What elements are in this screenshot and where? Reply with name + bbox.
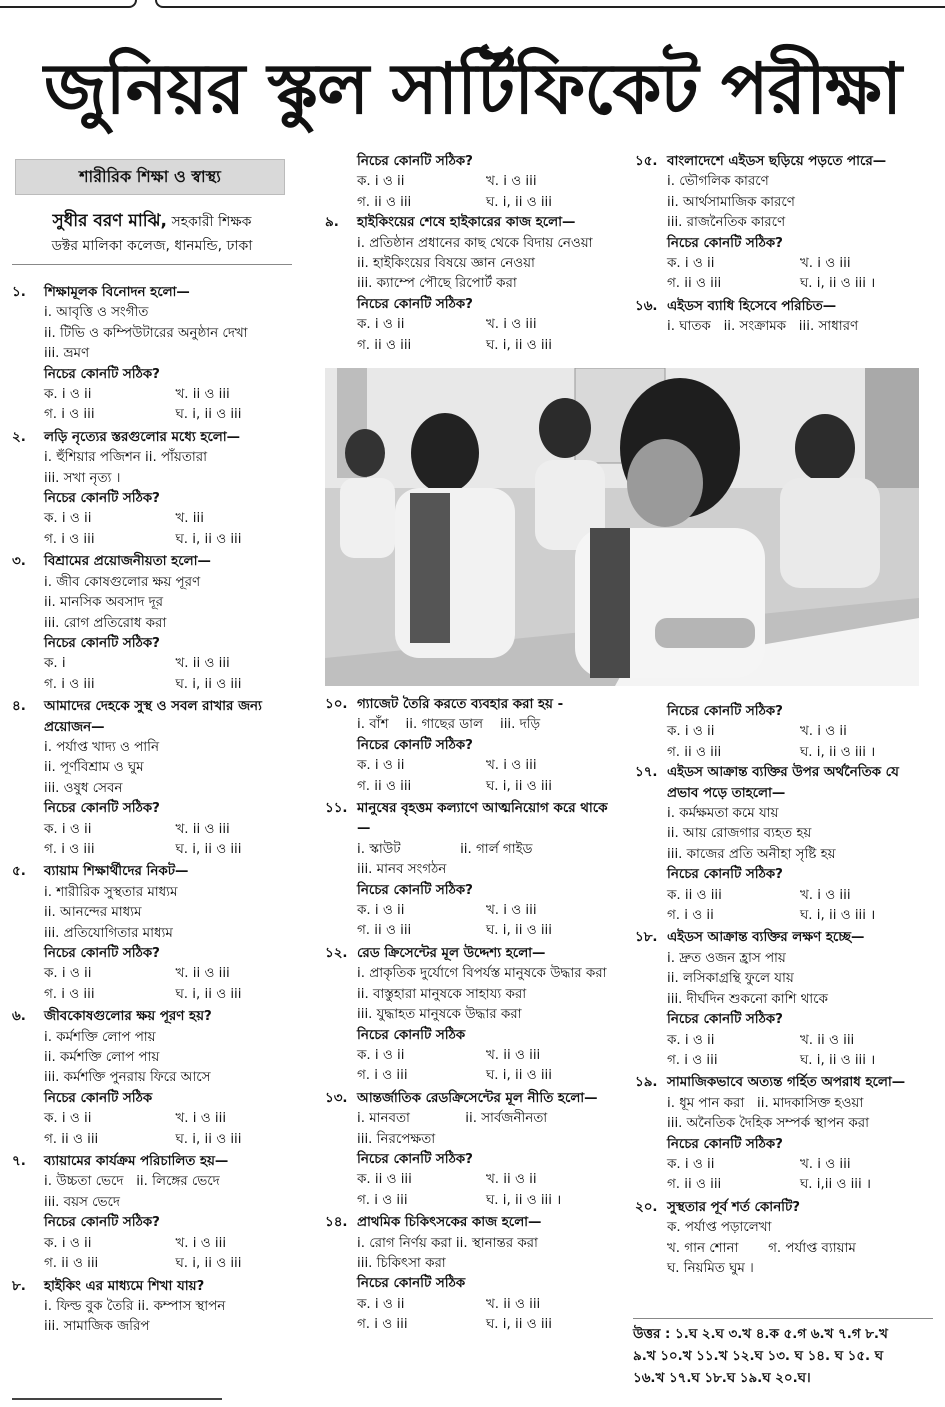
- answer-option: খ. ii ও ii: [486, 1172, 537, 1188]
- statement-item: ii. কর্মশক্তি লোপ পায়: [44, 1050, 160, 1066]
- question-prompt: নিচের কোনটি সঠিক: [357, 1276, 466, 1292]
- answer-option: গ. ii ও iii: [357, 337, 412, 353]
- answer-key-divider: [633, 1318, 933, 1319]
- question-item: [12, 283, 307, 426]
- question-prompt: নিচের কোনটি সঠিক?: [667, 867, 783, 883]
- answer-options: [44, 509, 307, 550]
- question-item: [12, 1152, 307, 1274]
- answer-option: ক. i ও ii: [667, 724, 715, 740]
- question-text: বিশ্রামের প্রয়োজনীয়তা হলো—: [44, 554, 211, 570]
- question-text: শিক্ষামূলক বিনোদন হলো—: [44, 285, 190, 300]
- statement-item: iii. অনৈতিক দৈহিক সম্পর্ক স্থাপন করা: [667, 1116, 870, 1132]
- question-number: ১.: [12, 285, 26, 300]
- answer-option: খ. i ও iii: [175, 1111, 227, 1127]
- question-text: রেড ক্রিসেন্টের মূল উদ্দেশ্য হলো—: [357, 945, 546, 961]
- question-stem: [635, 152, 933, 172]
- question-number: ৪.: [12, 699, 26, 715]
- students-exam-photo: [325, 368, 919, 686]
- statement-item: iii. রোগ প্রতিরোধ করা: [44, 615, 167, 631]
- question-item: [12, 428, 307, 550]
- question-prompt: নিচের কোনটি সঠিক: [357, 1027, 466, 1043]
- question-item: [325, 1213, 615, 1335]
- answer-option: ঘ. i, ii ও iii: [486, 1317, 552, 1333]
- question-prompt: নিচের কোনটি সঠিক?: [357, 882, 473, 898]
- question-list: [635, 152, 933, 338]
- answer-option: গ. i ও iii: [44, 841, 95, 857]
- author-divider: [12, 264, 292, 265]
- question-stem: [635, 928, 933, 948]
- question-item: [325, 944, 615, 1087]
- statement-item: ঘ. নিয়মিত ঘুম ।: [667, 1260, 754, 1276]
- statement-item: iii. ভ্রমণ: [44, 346, 90, 362]
- answer-options: [357, 1295, 615, 1336]
- question-number: ১৯.: [635, 1075, 658, 1091]
- question-text: এইডস ব্যাধি হিসেবে পরিচিত—: [667, 298, 837, 314]
- question-item: [12, 1277, 307, 1338]
- answer-options: [44, 385, 307, 426]
- question-item: [325, 695, 615, 797]
- question-list: [325, 213, 615, 356]
- statement-item: ii. আর্থসামাজিক কারণে: [667, 194, 795, 210]
- answer-option: গ. ii ও iii: [44, 1256, 99, 1272]
- statement-item: iii. ক্যাম্পে পৌছে রিপোর্ট করা: [357, 276, 517, 292]
- top-frame-right: [155, 0, 945, 8]
- question-text: প্রাথমিক চিকিৎসকের কাজ হলো—: [357, 1215, 542, 1231]
- statement-item: iii. কাজের প্রতি অনীহা সৃষ্টি হয়: [667, 846, 836, 862]
- answer-key-line: উত্তর : ১.ঘ ২.ঘ ৩.খ ৪.ক ৫.গ ৬.খ ৭.গ ৮.খ: [633, 1327, 888, 1342]
- question-number: ১২.: [325, 945, 348, 961]
- answer-option: ক. i ও ii: [357, 317, 405, 333]
- statement-item: i. ভৌগলিক কারণে: [667, 174, 769, 190]
- statement-item: ii. মানসিক অবসাদ দূর: [44, 595, 164, 611]
- question-prompt: নিচের কোনটি সঠিক?: [44, 366, 160, 382]
- answer-option: খ. ii ও iii: [486, 1296, 541, 1312]
- answer-options: [44, 964, 307, 1005]
- statement-item: iii. কর্মশক্তি পুনরায় ফিরে আসে: [44, 1070, 211, 1086]
- statement-item: iii. ওষুধ সেবন: [44, 780, 123, 796]
- column-3-bottom: [635, 702, 933, 1281]
- answer-option: ক. i ও ii: [667, 256, 715, 272]
- question-number: ১৪.: [325, 1215, 348, 1231]
- statement-item: ii. পূর্ণবিশ্রাম ও ঘুম: [44, 760, 144, 776]
- answer-option: ঘ. i, ii ও iii: [175, 676, 242, 692]
- answer-option: গ. ii ও iii: [357, 194, 412, 210]
- answer-option: খ. ii ও iii: [175, 387, 230, 403]
- answer-option: গ. i ও iii: [44, 407, 95, 423]
- answer-option: ক. i ও ii: [667, 1032, 715, 1048]
- question-text: হাইকিং এর মাধ্যমে শিখা যায়?: [44, 1278, 205, 1294]
- question-stem: [325, 213, 615, 233]
- answer-options: [357, 315, 615, 356]
- question-stem: [12, 552, 307, 572]
- answer-option: ঘ. i, ii ও iii: [486, 1068, 552, 1084]
- answer-option: খ. i ও iii: [486, 758, 537, 774]
- question-prompt: নিচের কোনটি সঠিক?: [44, 635, 160, 651]
- answer-option: গ. i ও iii: [44, 676, 95, 692]
- question-prompt: নিচের কোনটি সঠিক?: [667, 704, 783, 719]
- statement-item: i. ধূম পান করা ii. মাদকাসিক্ত হওয়া: [667, 1095, 864, 1111]
- statement-item: i. কর্মক্ষমতা কমে যায়: [667, 806, 779, 822]
- question-number: ৩.: [12, 554, 26, 570]
- answer-option: ক. i ও ii: [44, 387, 92, 403]
- answer-options: [667, 886, 933, 927]
- answer-option: খ. i ও ii: [800, 724, 847, 740]
- statement-item: ii. লসিকাগ্রন্থি ফুলে যায়: [667, 971, 794, 987]
- question-text: সুস্থতার পূর্ব শর্ত কোনটি?: [667, 1199, 801, 1215]
- author-block: [12, 209, 292, 258]
- question-item: [12, 862, 307, 1005]
- answer-option: ক. i ও ii: [357, 1047, 405, 1063]
- answer-option: গ. i ও iii: [357, 1192, 408, 1208]
- column-2-bottom: [325, 695, 615, 1338]
- question-text: এইডস আক্রান্ত ব্যক্তির লক্ষণ হচ্ছে—: [667, 930, 865, 946]
- answer-option: ক. i ও ii: [44, 966, 92, 982]
- question-number: ২.: [12, 429, 26, 445]
- question-number: ১৩.: [325, 1090, 348, 1106]
- question-stem: [325, 695, 615, 715]
- question-stem: [635, 1198, 933, 1218]
- question-item: [12, 1007, 307, 1150]
- page-headline: জুনিয়র স্কুল সার্টিফিকেট পরীক্ষা: [43, 48, 902, 130]
- question-stem: [325, 1213, 615, 1233]
- author-role: সহকারী শিক্ষক: [171, 214, 252, 230]
- answer-option: খ. i ও iii: [800, 256, 851, 272]
- statement-item: iii. নিরপেক্ষতা: [357, 1131, 436, 1147]
- answer-option: ক. i ও ii: [357, 758, 405, 774]
- answer-option: ক. i ও ii: [667, 1156, 715, 1172]
- top-frame-line: [0, 0, 945, 10]
- question-item: [325, 1089, 615, 1211]
- question-text: বাংলাদেশে এইডস ছড়িয়ে পড়তে পারে—: [667, 154, 887, 169]
- answer-option: ঘ. i, ii ও iii: [175, 1131, 242, 1147]
- answer-option: খ. i ও iii: [800, 1156, 851, 1172]
- statement-item: খ. গান শোনা গ. পর্যাপ্ত ব্যায়াম: [667, 1240, 856, 1256]
- statement-item: i. স্কাউট ii. গার্ল গাইড: [357, 841, 533, 857]
- answer-option: খ. ii ও iii: [175, 821, 230, 837]
- answer-option: ক. ii ও iii: [667, 887, 722, 903]
- column-3-top: [635, 152, 933, 340]
- answer-option: খ. iii: [175, 511, 204, 527]
- subject-label: শারীরিক শিক্ষা ও স্বাস্থ্য: [15, 159, 285, 195]
- statement-item: iii. প্রতিযোগিতার মাধ্যম: [44, 925, 173, 941]
- question-item: [635, 763, 933, 926]
- answer-options: [44, 1234, 307, 1275]
- statement-item: i. প্রাকৃতিক দুর্যোগে বিপর্যস্ত মানুষকে উদ্ধার করা: [357, 966, 607, 982]
- answer-option: গ. ii ও iii: [44, 1131, 99, 1147]
- answer-option: ক. i ও ii: [44, 511, 92, 527]
- answer-option: খ. i ও iii: [800, 887, 851, 903]
- answer-key-line: ৯.খ ১০.খ ১১.খ ১২.ঘ ১৩. ঘ ১৪. ঘ ১৫. ঘ: [633, 1349, 884, 1364]
- statement-item: iii. সামাজিক জরিপ: [44, 1319, 150, 1335]
- answer-options: [357, 1170, 615, 1211]
- statement-item: i. শারীরিক সুস্থতার মাধ্যম: [44, 884, 178, 900]
- answer-option: গ. i ও iii: [44, 986, 95, 1002]
- answer-options: [357, 172, 615, 213]
- question-stem: [12, 283, 307, 303]
- answer-option: ক. i ও ii: [44, 821, 92, 837]
- question-number: ১৬.: [635, 298, 658, 314]
- answer-options: [667, 254, 933, 295]
- question-number: ১৭.: [635, 765, 658, 781]
- answer-option: ক. i ও ii: [44, 1235, 92, 1251]
- answer-option: ঘ. i, ii ও iii: [175, 986, 242, 1002]
- answer-option: ক. i ও ii: [357, 174, 405, 190]
- statement-item: iii. দীর্ঘদিন শুকনো কাশি থাকে: [667, 991, 828, 1007]
- answer-options: [667, 722, 933, 763]
- question-item: [635, 928, 933, 1071]
- answer-option: ঘ. i, ii ও iii ।: [800, 276, 876, 292]
- answer-options: [357, 756, 615, 797]
- statement-item: i. রোগ নির্ণয় করা ii. স্থানান্তর করা: [357, 1235, 538, 1251]
- question-item: [635, 152, 933, 295]
- question-text: মানুষের বৃহত্তম কল্যাণে আত্মনিয়োগ করে থাকে—: [357, 801, 608, 837]
- answer-option: ঘ. i, ii ও iii ।: [800, 908, 876, 924]
- answer-options: [44, 654, 307, 695]
- question-number: ১৫.: [635, 154, 658, 169]
- answer-option: ঘ. i, ii ও iii: [486, 194, 552, 210]
- statement-item: iii. চিকিৎসা করা: [357, 1255, 446, 1271]
- answer-option: খ. ii ও iii: [175, 656, 230, 672]
- question-prompt: নিচের কোনটি সঠিক?: [667, 1012, 783, 1028]
- answer-key-line: ১৬.খ ১৭.ঘ ১৮.ঘ ১৯.ঘ ২০.ঘ।: [633, 1371, 811, 1386]
- question-stem: [12, 428, 307, 448]
- question-number: ৭.: [12, 1154, 26, 1170]
- statement-item: i. পর্যাপ্ত খাদ্য ও পানি: [44, 739, 159, 755]
- question-number: ৬.: [12, 1009, 26, 1025]
- answer-option: ঘ. i, ii ও iii: [486, 337, 552, 353]
- question-prompt: নিচের কোনটি সঠিক: [44, 1090, 153, 1106]
- question-item: [325, 799, 615, 942]
- column-2-top: [325, 152, 615, 358]
- question-stem: [12, 1152, 307, 1172]
- question-prompt: নিচের কোনটি সঠিক?: [357, 296, 473, 312]
- answer-option: গ. ii ও iii: [667, 276, 722, 292]
- question-item: [12, 552, 307, 695]
- question-text: এইডস আক্রান্ত ব্যক্তির উপর অর্থনৈতিক যে প্রভাব পড়ে তাহলো—: [667, 765, 899, 801]
- top-frame-left: [0, 0, 137, 8]
- answer-options: [357, 901, 615, 942]
- statement-item: iii. সখা নৃত্য ।: [44, 470, 121, 486]
- question-text: আমাদের দেহকে সুস্থ ও সবল রাখার জন্য প্রয়োজন—: [44, 699, 262, 735]
- question-prompt: নিচের কোনটি সঠিক?: [667, 1136, 783, 1152]
- question-item: [325, 213, 615, 356]
- question-list: [12, 283, 307, 1338]
- question-number: ১১.: [325, 801, 348, 817]
- question-item: [635, 1198, 933, 1280]
- statement-item: i. প্রতিষ্ঠান প্রধানের কাছ থেকে বিদায় নেওয়া: [357, 235, 593, 251]
- statement-item: ক. পর্যাপ্ত পড়ালেখা: [667, 1220, 772, 1236]
- footer-rule: [12, 1398, 222, 1400]
- answer-option: গ. ii ও iii: [357, 778, 412, 794]
- question-item: [12, 697, 307, 860]
- statement-item: i. ঘাতক ii. সংক্রামক iii. সাধারণ: [667, 319, 859, 335]
- answer-option: খ. i ও iii: [486, 174, 537, 190]
- question-prompt: নিচের কোনটি সঠিক?: [667, 235, 783, 251]
- question-text: ব্যায়াম শিক্ষার্থীদের নিকট—: [44, 864, 189, 880]
- question-prompt: নিচের কোনটি সঠিক?: [44, 491, 160, 507]
- question-stem: [12, 697, 307, 738]
- answer-option: ক. i ও ii: [357, 903, 405, 919]
- author-name: সুধীর বরণ মাঝি,: [52, 211, 167, 231]
- answer-option: গ. ii ও iii: [357, 923, 412, 939]
- answer-options: [44, 1109, 307, 1150]
- column-1: [12, 155, 307, 1340]
- answer-option: ঘ. i, ii ও iii: [486, 923, 552, 939]
- question-stem: [325, 1089, 615, 1109]
- statement-item: i. জীব কোষগুলোর ক্ষয় পূরণ: [44, 574, 201, 590]
- answer-option: ঘ. i, ii ও iii ।: [800, 744, 876, 760]
- statement-item: i. ফিল্ড বুক তৈরি ii. কম্পাস স্থাপন: [44, 1298, 226, 1314]
- statement-item: iii. বয়স ভেদে: [44, 1194, 120, 1210]
- question-prompt: নিচের কোনটি সঠিক?: [44, 801, 160, 817]
- answer-option: ঘ. i, ii ও iii: [175, 841, 242, 857]
- question-stem: [325, 799, 615, 840]
- statement-item: iii. যুদ্ধাহত মানুষকে উদ্ধার করা: [357, 1007, 522, 1023]
- statement-item: i. উচ্চতা ভেদে ii. লিঙ্গের ভেদে: [44, 1174, 220, 1190]
- question-number: ২০.: [635, 1199, 658, 1215]
- answer-options: [44, 820, 307, 861]
- statement-item: iii. মানব সংগঠন: [357, 862, 447, 878]
- answer-option: খ. i ও iii: [175, 1235, 227, 1251]
- answer-option: ঘ. i, ii ও iii: [175, 531, 242, 547]
- answer-option: ক. ii ও iii: [357, 1172, 412, 1188]
- answer-option: ঘ. i, ii ও iii: [486, 778, 552, 794]
- answer-option: ঘ. i, ii ও iii ।: [800, 1052, 876, 1068]
- question-stem: [635, 763, 933, 804]
- answer-option: গ. ii ও iii: [667, 744, 722, 760]
- statement-item: ii. আনন্দের মাধ্যম: [44, 905, 142, 921]
- question-stem: [12, 1007, 307, 1027]
- question-item: [635, 297, 933, 338]
- statement-item: i. মানবতা ii. সার্বজনীনতা: [357, 1111, 548, 1127]
- author-institution: ডক্টর মালিকা কলেজ, ধানমন্ডি, ঢাকা: [51, 238, 253, 254]
- answer-option: গ. i ও iii: [44, 531, 95, 547]
- statement-item: ii. আয় রোজগার ব্যহত হয়: [667, 826, 812, 842]
- question-text: হাইকিংয়ের শেষে হাইকারের কাজ হলো—: [357, 215, 576, 231]
- answer-option: খ. ii ও iii: [175, 966, 230, 982]
- answer-option: খ. i ও iii: [486, 903, 537, 919]
- answer-option: ঘ. i, ii ও iii ।: [486, 1192, 562, 1208]
- question-stem: [635, 297, 933, 317]
- question-number: ১০.: [325, 697, 348, 712]
- answer-option: ঘ. i, ii ও iii: [175, 407, 242, 423]
- question-number: ১৮.: [635, 930, 658, 946]
- answer-option: ঘ. i,ii ও iii ।: [800, 1177, 872, 1193]
- answer-option: ক. i ও ii: [44, 1111, 92, 1127]
- question-text: আন্তর্জাতিক রেডক্রিসেন্টের মূল নীতি হলো—: [357, 1090, 598, 1106]
- question-number: ৯.: [325, 215, 339, 231]
- question-text: জীবকোষগুলোর ক্ষয় পূরণ হয়?: [44, 1009, 212, 1025]
- answer-option: ক. i ও ii: [357, 1296, 405, 1312]
- question-number: ৫.: [12, 864, 26, 880]
- question-prompt: নিচের কোনটি সঠিক?: [357, 737, 473, 753]
- answer-option: খ. ii ও iii: [486, 1047, 541, 1063]
- answer-options: [667, 1155, 933, 1196]
- answer-option: গ. i ও ii: [667, 908, 714, 924]
- question-stem: [635, 1073, 933, 1093]
- question-number: ৮.: [12, 1278, 26, 1294]
- statement-item: i. আবৃত্তি ও সংগীত: [44, 305, 149, 321]
- answer-option: গ. ii ও iii: [667, 1177, 722, 1193]
- question-prompt: নিচের কোনটি সঠিক?: [44, 946, 160, 961]
- question-prompt: নিচের কোনটি সঠিক?: [357, 154, 473, 169]
- answer-option: খ. ii ও iii: [800, 1032, 855, 1048]
- question-text: সামাজিকভাবে অত্যন্ত গর্হিত অপরাধ হলো—: [667, 1075, 906, 1091]
- question-list: [635, 763, 933, 1279]
- question-item: [635, 1073, 933, 1195]
- answer-option: খ. i ও iii: [486, 317, 537, 333]
- answer-option: গ. i ও iii: [357, 1068, 408, 1084]
- answer-option: গ. i ও iii: [667, 1052, 718, 1068]
- statement-item: i. বাঁশ ii. গাছের ডাল iii. দড়ি: [357, 717, 541, 733]
- statement-item: iii. রাজনৈতিক কারণে: [667, 215, 786, 231]
- statement-item: i. দ্রুত ওজন হ্রাস পায়: [667, 950, 786, 966]
- answer-option: গ. i ও iii: [357, 1317, 408, 1333]
- question-stem: [12, 862, 307, 882]
- question-stem: [325, 944, 615, 964]
- question-prompt: নিচের কোনটি সঠিক?: [44, 1215, 160, 1231]
- statement-item: ii. টিভি ও কম্পিউটারের অনুষ্ঠান দেখা: [44, 325, 248, 341]
- answer-key: [633, 1324, 933, 1390]
- statement-item: ii. হাইকিংয়ের বিষয়ে জ্ঞান নেওয়া: [357, 256, 535, 272]
- statement-item: i. কর্মশক্তি লোপ পায়: [44, 1029, 156, 1045]
- answer-option: ক. i: [44, 656, 66, 672]
- question-stem: [12, 1277, 307, 1297]
- answer-options: [357, 1046, 615, 1087]
- answer-options: [667, 1031, 933, 1072]
- question-prompt: নিচের কোনটি সঠিক?: [357, 1151, 473, 1167]
- answer-option: ঘ. i, ii ও iii: [175, 1256, 242, 1272]
- statement-item: ii. বাস্তুহারা মানুষকে সাহায্য করা: [357, 986, 527, 1002]
- question-text: ব্যায়ামের কার্যক্রম পরিচালিত হয়—: [44, 1154, 229, 1170]
- statement-item: i. হুঁশিয়ার পজিশন ii. পাঁয়তারা: [44, 450, 207, 466]
- question-list: [325, 695, 615, 1336]
- question-text: গ্যাজেট তৈরি করতে ব্যবহার করা হয় -: [357, 697, 564, 712]
- question-text: লড়ি নৃত্যের স্তরগুলোর মধ্যে হলো—: [44, 429, 241, 445]
